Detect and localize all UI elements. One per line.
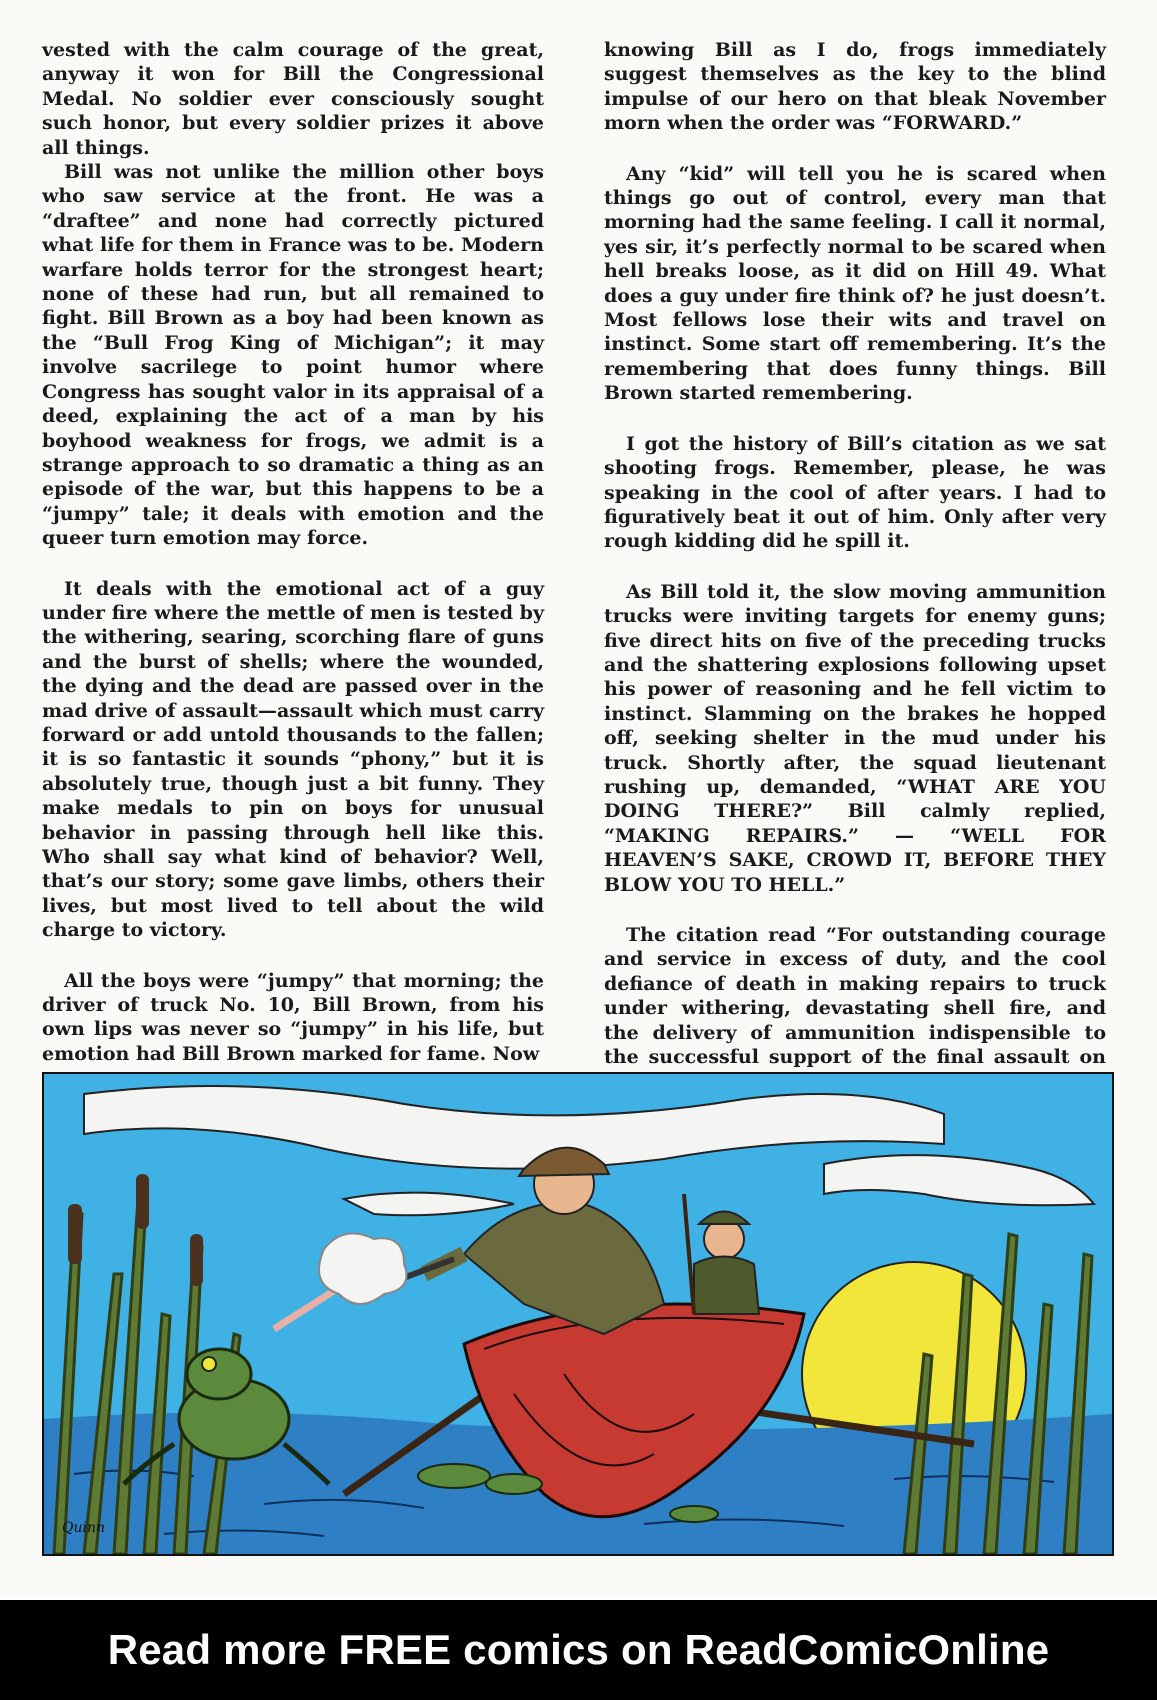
paragraph: knowing Bill as I do, frogs immediately suggest themselves as the key to the blind impulse of our hero on that bleak November morn when the order was “FORWARD.” xyxy=(604,39,1106,135)
artist-signature: Quinn xyxy=(62,1520,106,1536)
paragraph: The citation read “For outstanding courage and service in excess of duty, and the cool defiance of death in making repairs to truck under withering, devastating shell fire, and the delivery of ammunition indispensible to the successful support of the final assault on xyxy=(604,924,1106,1069)
promo-banner-text: Read more FREE comics on ReadComicOnline xyxy=(107,1626,1050,1673)
paragraph: As Bill told it, the slow moving ammunition trucks were inviting targets for enemy guns; five direct hits on five of the preceding trucks and the shattering explosions following upset his power of reasoning and he fell victim to instinct. Slamming on the brakes he hopped off, seeking shelter in the mud under his truck. Shortly after, the squad lieutenant rushing up, demanded, “WHAT ARE YOU DOING THERE?” Bill calmly replied, “MAKING REPAIRS.” — “WELL FOR HEAVEN’S SAKE, CROWD IT, BEFORE THEY BLOW YOU TO HELL.” xyxy=(604,580,1106,896)
paragraph: Any “kid” will tell you he is scared when things go out of control, every man that morning had the same feeling. I call it normal, yes sir, it’s perfectly normal to be scared when hell breaks loose, as it did on Hill 49. What does a guy under fire think of? he just doesn’t. Most fellows lose their wits and travel on instinct. Some start off remembering. It’s the remembering that does funny things. Bill Brown started remembering. xyxy=(604,162,1106,405)
paragraph: All the boys were “jumpy” that morning; the driver of truck No. 10, Bill Brown, from his own lips was never so “jumpy” in his life, but emotion had Bill Brown marked for fame. Now xyxy=(42,969,544,1065)
article-column-left xyxy=(42,38,544,1066)
paragraph: I got the history of Bill’s citation as we sat shooting frogs. Remember, please, he was speaking in the cool of after years. I had to figuratively beat it out of him. Only after very rough kidding did he spill it. xyxy=(604,432,1106,553)
promo-banner xyxy=(0,1600,1157,1700)
paragraph: vested with the calm courage of the great, anyway it won for Bill the Congressional Medal. No soldier ever consciously sought such honor, but every soldier prizes it above all things. xyxy=(42,39,544,159)
frog-hunting-illustration xyxy=(42,1072,1114,1556)
article-column-right xyxy=(604,38,1106,1094)
paragraph: Bill was not unlike the million other boys who saw service at the front. He was a “draftee” and none had correctly pictured what life for them in France was to be. Modern warfare holds terror for the strongest heart; none of these had run, but all remained to fight. Bill Brown as a boy had been known as the “Bull Frog King of Michigan”; it may involve sacrilege to point humor where Congress has sought valor in its appraisal of a deed, explaining the act of a man by his boyhood weakness for frogs, we admit is a strange approach to so dramatic a thing as an episode of the war, but this happens to be a “jumpy” tale; it deals with emotion and the queer turn emotion may force. xyxy=(42,161,544,550)
paragraph: It deals with the emotional act of a guy under fire where the mettle of men is tested by the withering, searing, scorching flare of guns and the burst of shells; where the wounded, the dying and the dead are passed over in the mad drive of assault—assault which must carry forward or add untold thousands to the fallen; it is so fantastic it sounds “phony,” but it is absolutely true, though just a bit funny. They make medals to pin on boys for unusual behavior in passing through hell like this. Who shall say what kind of behavior? Well, that’s our story; some gave limbs, others their lives, but most lived to tell about the wild charge to victory. xyxy=(42,577,544,942)
